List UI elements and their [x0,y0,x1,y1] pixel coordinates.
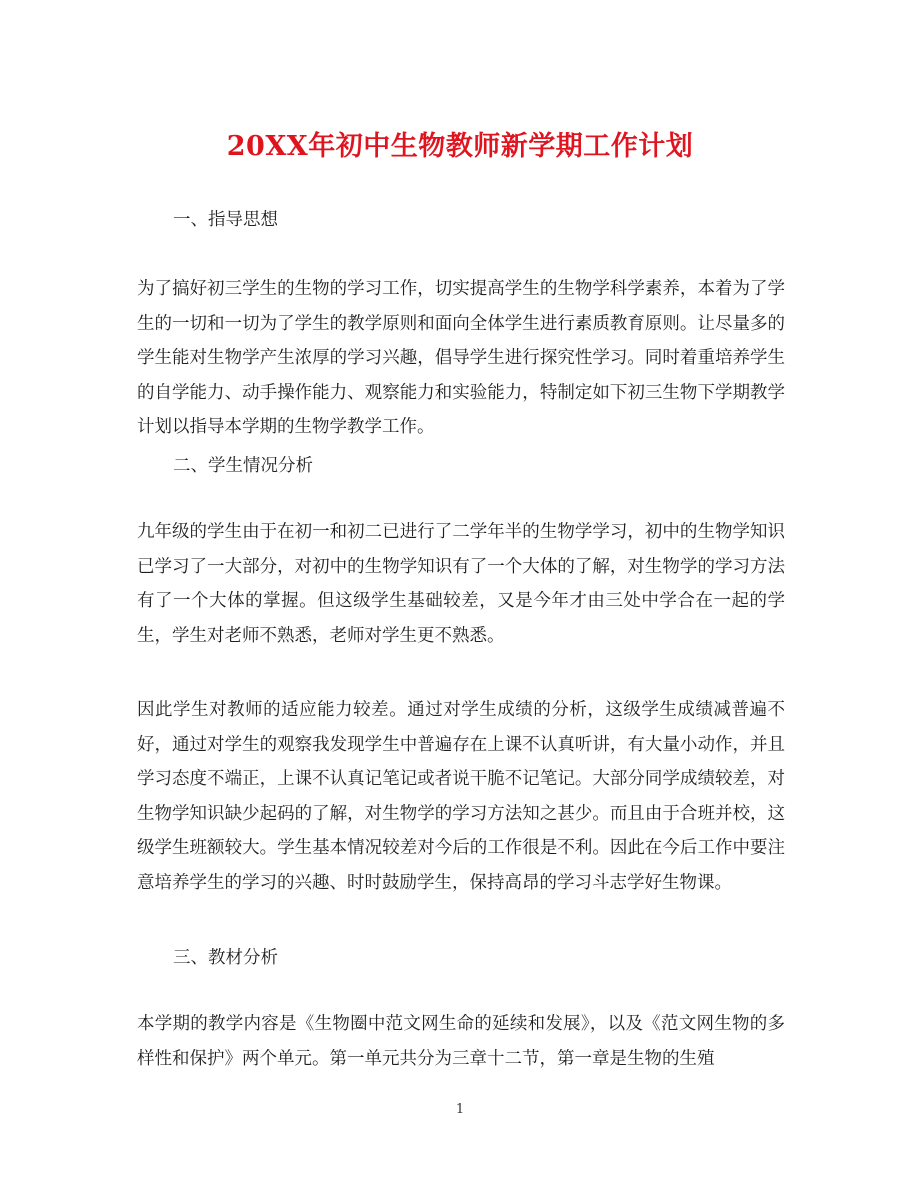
paragraph-student-analysis-2: 因此学生对教师的适应能力较差。通过对学生成绩的分析，这级学生成绩减普遍不好，通过对学生的观察我发现学生中普遍存在上课不认真听讲，有大量小动作，并且学习态度不端正，上课不认真记笔记或者说干脆不记笔记。大部分同学成绩较差，对生物学知识缺少起码的了解，对生物学的学习方法知之甚少。而且由于合班并校，这级学生班额较大。学生基本情况较差对今后的工作很是不利。因此在今后工作中要注意培养学生的学习的兴趣、时时鼓励学生，保持高昂的学习斗志学好生物课。 [137,700,785,893]
section-heading-guiding-ideology: 一、指导思想 [173,210,278,230]
document-title: 20XX年初中生物教师新学期工作计划 [226,131,694,162]
section-heading-student-analysis: 二、学生情况分析 [173,456,313,476]
paragraph-textbook-analysis: 本学期的教学内容是《生物圈中范文网生命的延续和发展》，以及《范文网生物的多样性和保护》两个单元。第一单元共分为三章十二节，第一章是生物的生殖 [137,1014,785,1069]
page-number: 1 [455,1102,465,1117]
paragraph-guiding-ideology: 为了搞好初三学生的生物的学习工作，切实提高学生的生物学科学素养，本着为了学生的一切和一切为了学生的教学原则和面向全体学生进行素质教育原则。让尽量多的学生能对生物学产生浓厚的学习兴趣，倡导学生进行探究性学习。同时着重培养学生的自学能力、动手操作能力、观察能力和实验能力，特制定如下初三生物下学期教学计划以指导本学期的生物学教学工作。 [137,279,785,437]
section-heading-textbook-analysis: 三、教材分析 [173,948,278,968]
paragraph-student-analysis-1: 九年级的学生由于在初一和初二已进行了二学年半的生物学学习，初中的生物学知识已学习了一大部分，对初中的生物学知识有了一个大体的了解，对生物学的学习方法有了一个大体的掌握。但这级学生基础较差，又是今年才由三处中学合在一起的学生，学生对老师不熟悉，老师对学生更不熟悉。 [137,522,785,646]
